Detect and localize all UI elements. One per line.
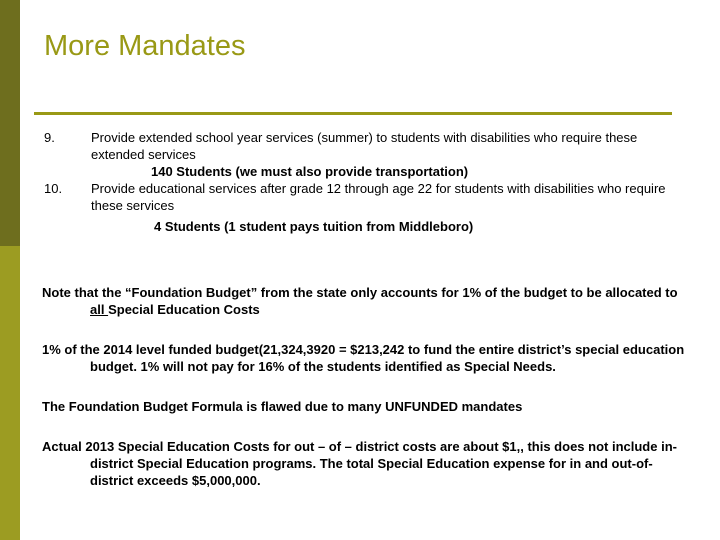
note-formula-flawed: The Foundation Budget Formula is flawed due to many UNFUNDED mandates xyxy=(42,399,523,414)
underlined-all: all xyxy=(90,302,109,317)
note-level-funded-budget: 1% of the 2014 level funded budget(21,324,3920 = $213,242 to fund the entire district’s special education budget. 1% will not pay for 16% of the students identified as Special Needs. xyxy=(42,342,685,374)
item-subtext: 4 Students (1 student pays tuition from Middleboro) xyxy=(154,219,474,234)
slide-title: More Mandates xyxy=(44,30,246,62)
list-item xyxy=(44,180,694,235)
item-text: Provide educational services after grade 12 through age 22 for students with disabilities who require these services xyxy=(91,181,666,213)
list-item xyxy=(44,129,694,180)
notes-section xyxy=(42,284,692,489)
item-number: 9. xyxy=(44,130,55,145)
item-subtext: 140 Students (we must also provide transportation) xyxy=(151,164,469,179)
item-text: Provide extended school year services (summer) to students with disabilities who require these extended services xyxy=(91,130,638,162)
side-accent-bar xyxy=(0,0,20,540)
note-foundation-budget: Note that the “Foundation Budget” from the state only accounts for 1% of the budget to be allocated to all Special Education Costs xyxy=(42,285,678,317)
item-number: 10. xyxy=(44,181,63,196)
mandate-list xyxy=(44,129,694,235)
note-actual-costs: Actual 2013 Special Education Costs for out – of – district costs are about $1,, this does not include in-district Special Education programs. The total Special Education expense for in and out-of-district exceeds $5,000,000. xyxy=(42,439,677,488)
title-divider xyxy=(34,112,672,115)
